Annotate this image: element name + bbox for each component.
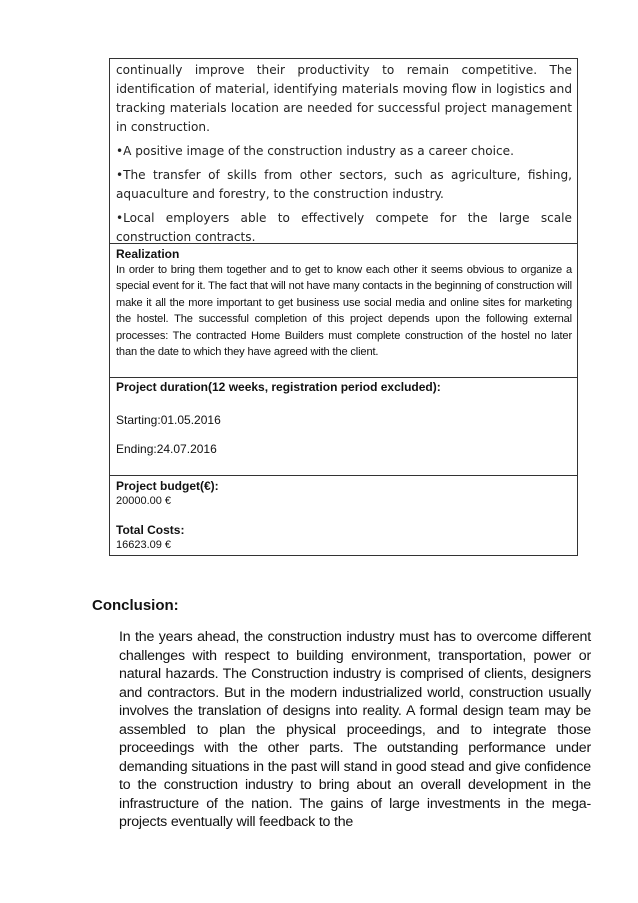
objectives-cell — [110, 59, 577, 244]
duration-label: Project duration(12 weeks, registration period excluded): — [116, 380, 441, 394]
objectives-bullet: •A positive image of the construction industry as a career choice. — [116, 144, 514, 158]
total-costs-value: 16623.09 € — [116, 539, 172, 551]
objectives-bullet: •Local employers able to effectively compete for the large scale construction contracts. — [116, 211, 572, 244]
budget-value: 20000.00 € — [116, 495, 172, 507]
realization-text: In order to bring them together and to get to know each other it seems obvious to organize a special event for it. The fact that will not have many contacts in the beginning of construction will make it all the more important to get business use social media and online sites for marketing the hostel. The successful completion of this project depends upon the following external processes: The contracted Home Builders must complete construction of the hostel no later than the date to which they have agreed with the client. — [116, 264, 572, 359]
budget-label: Project budget(€): — [116, 479, 219, 493]
duration-start: Starting:01.05.2016 — [116, 413, 221, 427]
objectives-paragraph: continually improve their productivity to remain competitive. The identification of material, identifying materials moving flow in logistics and tracking materials location are needed for successful project management in construction. — [116, 63, 572, 134]
duration-end: Ending:24.07.2016 — [116, 442, 217, 456]
conclusion-heading: Conclusion: — [92, 597, 179, 614]
realization-cell — [110, 244, 577, 378]
total-costs-label: Total Costs: — [116, 523, 185, 537]
duration-cell — [110, 378, 577, 476]
conclusion-paragraph: In the years ahead, the construction industry must has to overcome different challenges with respect to building environment, transportation, power or natural hazards. The Construction industry is comprised of clients, designers and contractors. But in the modern industrialized world, construction usually involves the translation of designs into reality. A formal design team may be assembled to plan the physical proceedings, and to integrate those proceedings with the other parts. The outstanding performance under demanding situations in the past will stand in good stead and give confidence to the construction industry to bring about an overall development in the infrastructure of the nation. The gains of large investments in the mega-projects eventually will feedback to the — [119, 629, 591, 830]
realization-label: Realization — [116, 247, 180, 261]
project-table — [109, 58, 578, 556]
budget-cell — [110, 476, 577, 555]
conclusion-text-block — [119, 628, 591, 832]
objectives-bullet: •The transfer of skills from other sectors, such as agriculture, fishing, aquaculture and forestry, to the construction industry. — [116, 168, 572, 201]
